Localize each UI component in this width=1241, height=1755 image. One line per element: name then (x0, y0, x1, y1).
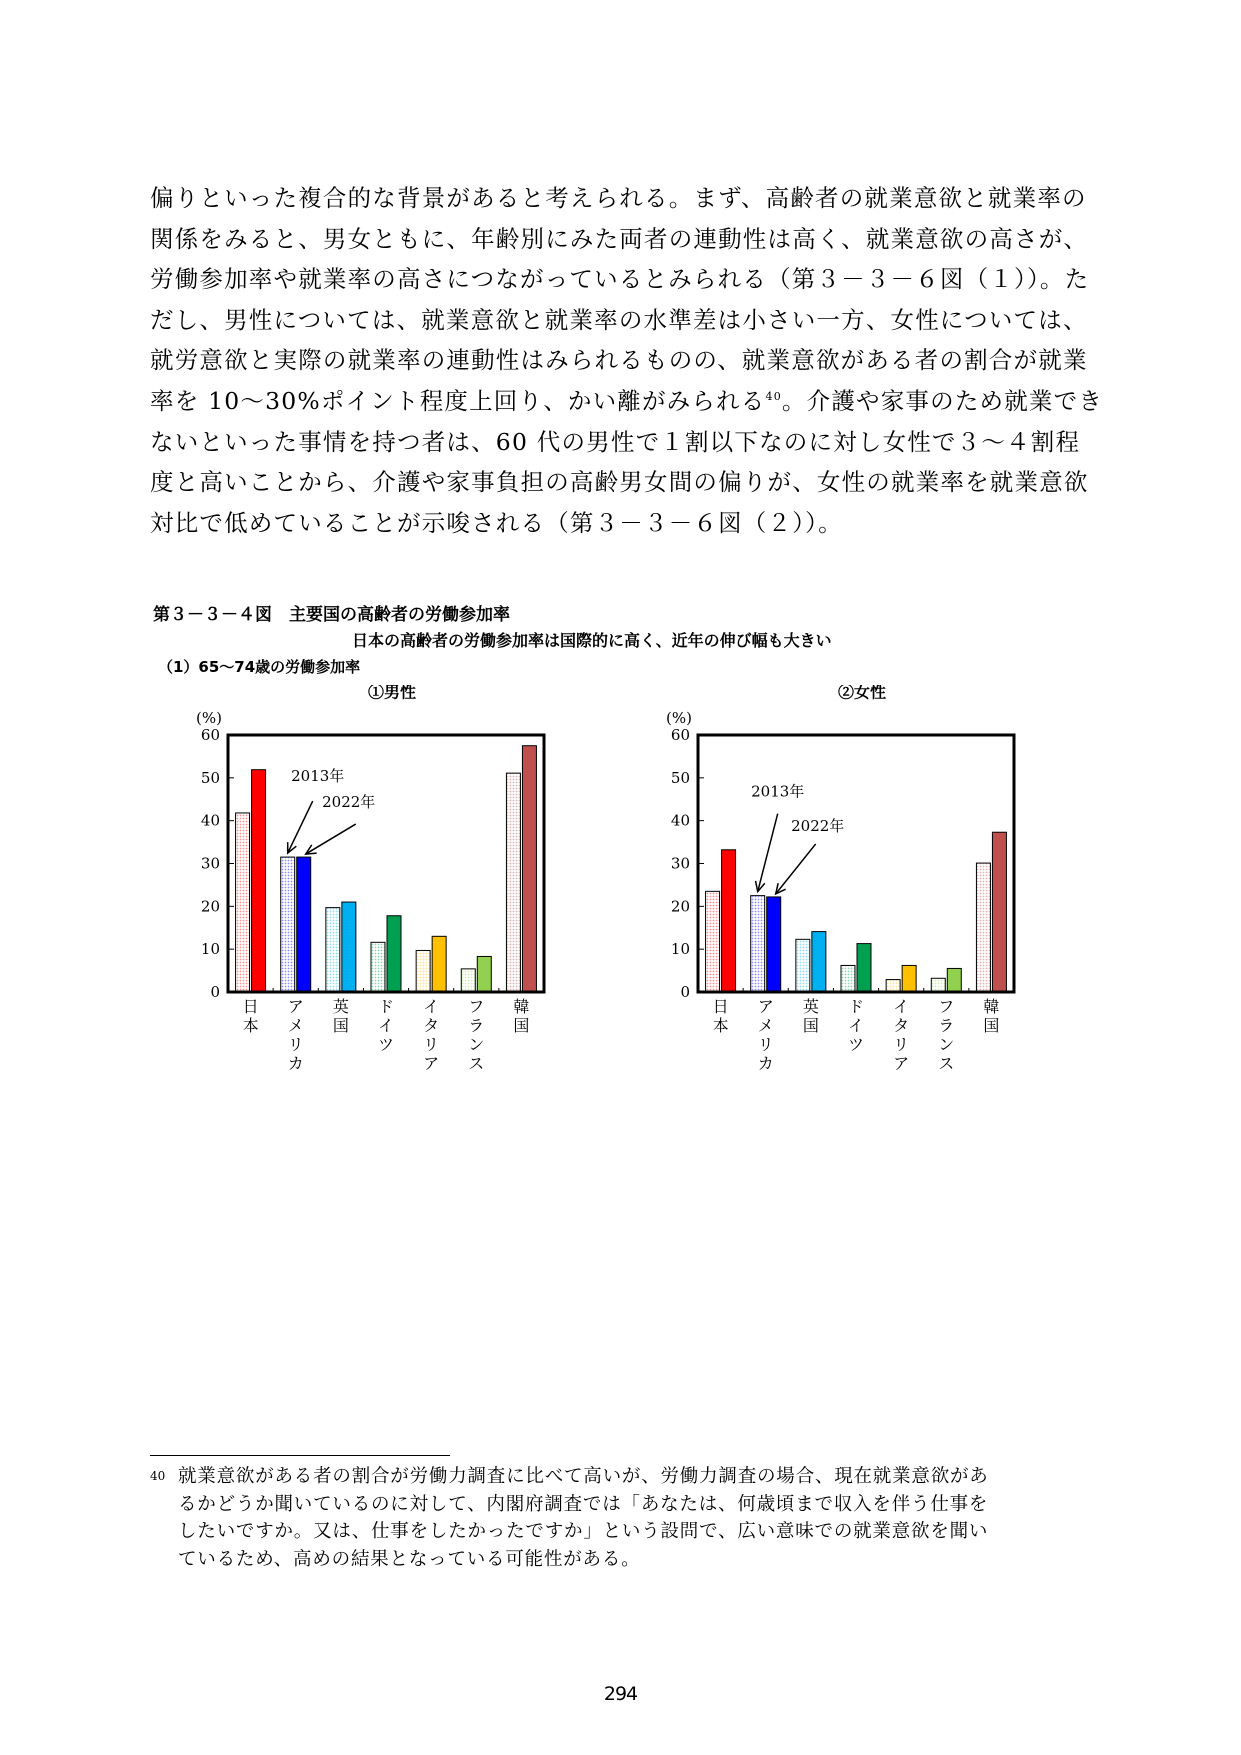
bar-2013 (506, 773, 520, 992)
category-label-char: リ (423, 1035, 440, 1054)
body-paragraph (150, 178, 1104, 543)
bar-2022 (342, 902, 356, 992)
body-line: 労働参加率や就業率の高さにつながっているとみられる（第３－３－６図（１））。た (150, 265, 1090, 294)
body-line: だし、男性については、就業意欲と就業率の水準差は小さい一方、女性については、 (150, 305, 1088, 334)
footnote-line: 就業意欲がある者の割合が労働力調査に比べて高いが、労働力調査の場合、現在就業意欲があ (178, 1466, 989, 1487)
footnote (150, 1463, 1095, 1573)
footnote-number: 40 (150, 1469, 166, 1483)
body-line: 関係をみると、男女ともに、年齢別にみた両者の連動性は高く、就業意欲の高さが、 (150, 224, 1089, 253)
category-label-char: ア (423, 1054, 440, 1073)
category-label-char: カ (287, 1054, 304, 1073)
bar-2022 (387, 916, 401, 992)
y-tick-label: 40 (670, 811, 690, 830)
y-tick-label: 0 (680, 983, 690, 1001)
bar-2013 (976, 863, 990, 992)
category-label-char: フ (468, 997, 485, 1016)
footnote-divider (150, 1455, 450, 1456)
category-label-char: 日 (242, 997, 259, 1016)
body-line: 度と高いことから、介護や家事負担の高齢男女間の偏りが、女性の就業率を就業意欲 (150, 468, 1089, 497)
bar-2013 (371, 942, 385, 992)
category-label-char: 本 (242, 1016, 259, 1035)
bar-2022 (477, 956, 491, 992)
category-label-char: イ (893, 997, 910, 1016)
category-label-char: ラ (938, 1016, 955, 1035)
bar-2022 (902, 965, 916, 992)
category-label-char: タ (423, 1016, 440, 1035)
series-annotation-label: 2013年 (751, 782, 805, 801)
panel-title: ②女性 (837, 685, 887, 702)
category-label-char: 英 (802, 997, 819, 1016)
category-label-char: ア (893, 1054, 910, 1073)
category-label-char: リ (757, 1035, 774, 1054)
category-label-char: 韓 (983, 997, 1000, 1016)
bar-2022 (297, 857, 311, 992)
bar-2022 (767, 897, 781, 992)
annotation-arrow (306, 824, 356, 854)
category-label-char: 日 (712, 997, 729, 1016)
category-label-char: イ (847, 1016, 865, 1035)
bar-2022 (522, 746, 536, 992)
category-label-char: 国 (983, 1016, 1000, 1035)
annotation-arrow (758, 814, 778, 892)
bar-2013 (796, 939, 810, 992)
y-axis-unit: (%) (666, 709, 692, 727)
bar-2013 (326, 908, 340, 992)
y-tick-label: 50 (200, 768, 220, 787)
footnote-line: したいですか。又は、仕事をしたかったですか」という設問で、広い意味での就業意欲を聞い (178, 1521, 989, 1542)
series-annotation-label: 2013年 (291, 767, 345, 786)
category-label-char: ド (847, 997, 865, 1016)
category-label-char: タ (893, 1016, 910, 1035)
y-tick-label: 60 (200, 726, 220, 744)
bar-2022 (812, 932, 826, 992)
category-label-char: 韓 (513, 997, 530, 1016)
annotation-arrowhead (306, 845, 317, 854)
figure-part-label: （1）65～74歳の労働参加率 (158, 658, 361, 676)
bar-2022 (857, 944, 871, 992)
category-label-char: メ (287, 1016, 304, 1035)
y-tick-label: 0 (210, 983, 220, 1001)
y-tick-label: 10 (670, 940, 690, 959)
annotation-arrow (288, 801, 313, 853)
category-label-char: イ (377, 1016, 395, 1035)
y-tick-label: 20 (670, 897, 690, 916)
category-label-char: ン (468, 1035, 485, 1054)
bar-2013 (706, 891, 720, 992)
category-label-char: ツ (847, 1035, 865, 1054)
body-line (150, 381, 1104, 422)
bar-2013 (886, 980, 900, 992)
category-label-char: 国 (332, 1016, 349, 1035)
bar-2013 (931, 978, 945, 992)
bar-2022 (947, 968, 961, 992)
bar-2013 (841, 965, 855, 992)
figure-subtitle: 日本の高齢者の労働参加率は国際的に高く、近年の伸び幅も大きい (352, 631, 832, 650)
body-line: ないといった事情を持つ者は、60 代の男性で１割以下なのに対し女性で３～４割程 (150, 427, 1081, 456)
page-number: 294 (603, 1683, 638, 1705)
y-axis-unit: (%) (196, 709, 222, 727)
category-label-char: ン (938, 1035, 955, 1054)
category-label-char: 英 (332, 997, 349, 1016)
category-label-char: 国 (802, 1016, 819, 1035)
bar-2013 (461, 969, 475, 992)
footnote-line: ているため、高めの結果となっている可能性がある。 (178, 1548, 641, 1570)
bar-2022 (252, 770, 266, 992)
category-label-char: フ (938, 997, 955, 1016)
category-label-char: ア (287, 997, 304, 1016)
y-tick-label: 60 (670, 726, 690, 744)
category-label-char: ス (938, 1054, 955, 1073)
footnote-line: るかどうか聞いているのに対して、内閣府調査では「あなたは、何歳頃まで収入を伴う仕事を (178, 1493, 989, 1515)
y-tick-label: 20 (200, 897, 220, 916)
bar-2013 (236, 813, 250, 992)
bar-2022 (432, 936, 446, 992)
footnote-reference[interactable]: 40 (765, 390, 782, 404)
body-line: 就労意欲と実際の就業率の連動性はみられるものの、就業意欲がある者の割合が就業 (150, 346, 1088, 375)
series-annotation-label: 2022年 (791, 816, 845, 835)
category-label-char: ス (468, 1054, 485, 1073)
bar-2013 (281, 857, 295, 992)
category-label-char: ツ (377, 1035, 395, 1054)
y-tick-label: 30 (200, 854, 220, 873)
chart-male-svg (170, 685, 570, 1085)
category-label-char: カ (757, 1054, 774, 1073)
category-label-char: ラ (468, 1016, 485, 1035)
chart-male (170, 685, 570, 1089)
category-label-char: ド (377, 997, 395, 1016)
bar-2013 (416, 950, 430, 992)
bar-2022 (722, 850, 736, 992)
category-label-char: リ (893, 1035, 910, 1054)
category-label-char: 国 (513, 1016, 530, 1035)
bar-2013 (751, 896, 765, 992)
y-tick-label: 10 (200, 940, 220, 959)
chart-female (640, 685, 1040, 1089)
y-tick-label: 30 (670, 854, 690, 873)
bar-2022 (992, 832, 1006, 992)
category-label-char: リ (287, 1035, 304, 1054)
annotation-arrow (776, 844, 816, 894)
category-label-char: イ (423, 997, 440, 1016)
plot-frame (698, 735, 1014, 992)
category-label-char: 本 (712, 1016, 729, 1035)
y-tick-label: 40 (200, 811, 220, 830)
figure-title: 第３－３－４図 主要国の高齢者の労働参加率 (153, 605, 510, 625)
body-text-span: 率を 10～30%ポイント程度上回り、かい離がみられる (150, 386, 766, 415)
body-line: 偏りといった複合的な背景があると考えられる。まず、高齢者の就業意欲と就業率の (150, 184, 1087, 212)
panel-title: ①男性 (367, 685, 417, 702)
chart-female-svg (640, 685, 1040, 1085)
category-label-char: ア (757, 997, 774, 1016)
body-text-span: 。介護や家事のため就業でき (781, 386, 1104, 415)
y-tick-label: 50 (670, 768, 690, 787)
category-label-char: メ (757, 1016, 774, 1035)
body-line: 対比で低めていることが示唆される（第３－３－６図（２））。 (150, 508, 843, 537)
series-annotation-label: 2022年 (322, 793, 376, 812)
plot-frame (228, 735, 544, 992)
